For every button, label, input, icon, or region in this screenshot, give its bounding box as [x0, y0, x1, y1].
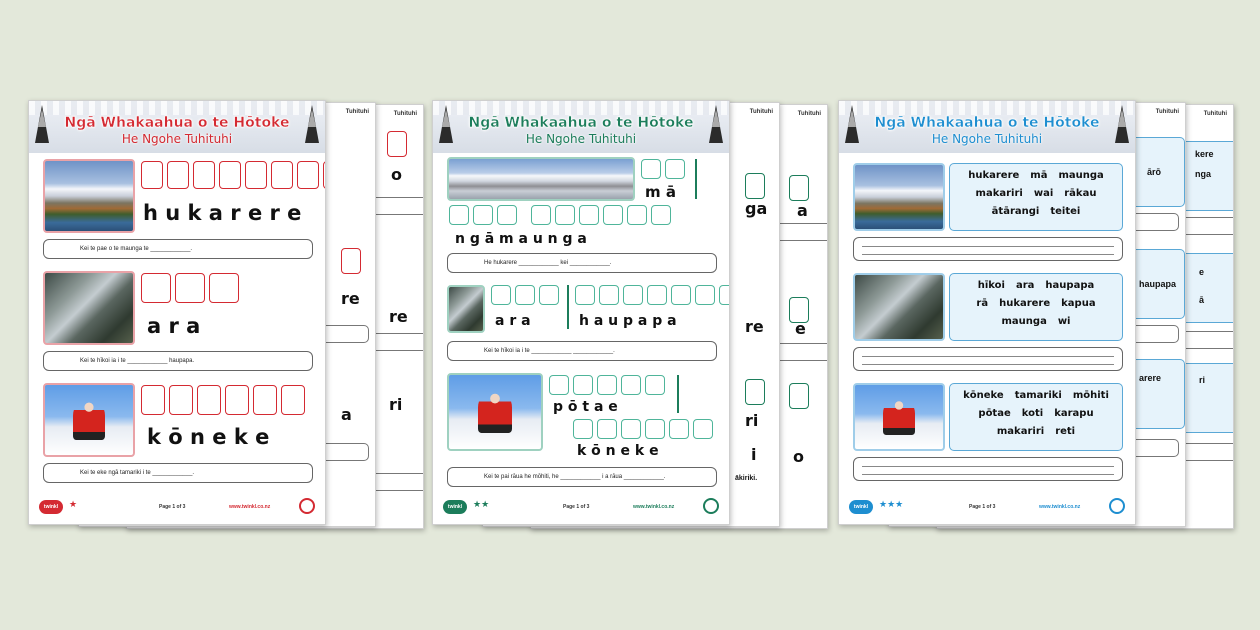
- header-banner: [433, 101, 729, 153]
- sheet-title: Ngā Whakaahua o te Hōtoke: [874, 115, 1100, 131]
- badge-icon: [299, 498, 315, 514]
- bank-word: rā: [976, 298, 989, 309]
- letter-boxes: [549, 375, 665, 395]
- word-fragment: a: [341, 405, 352, 424]
- word-fragment: re: [389, 307, 408, 326]
- word-potae: p ō t a e: [553, 399, 618, 415]
- mountain-photo: [853, 163, 945, 231]
- bank-word: ara: [1015, 280, 1035, 291]
- bank-word: pōtae: [978, 408, 1011, 419]
- sentence-3: Kei te eke ngā tamariki i te ____________.: [43, 463, 313, 483]
- bank-word: rākau: [1064, 188, 1097, 199]
- word-koneke: k ō n e k e: [577, 443, 659, 459]
- site-url: www.twinkl.co.nz: [633, 504, 675, 510]
- mountain-range-photo: [447, 157, 635, 201]
- letter-box: [387, 131, 407, 157]
- difficulty-stars: ★★★: [879, 499, 904, 509]
- bank-word: wi: [1057, 316, 1071, 327]
- bank-word: haupapa: [1045, 280, 1095, 291]
- bank-word: hukarere: [968, 170, 1020, 181]
- twinkl-logo: twinkl: [39, 500, 63, 514]
- sentence-2: Kei te hīkoi ia i te ____________ ____________.: [447, 341, 717, 361]
- sheet-title: Ngā Whakaahua o te Hōtoke: [64, 115, 290, 131]
- page-footer: [39, 498, 315, 516]
- word-fragment: i: [751, 445, 757, 464]
- writing-lines-2: [853, 347, 1123, 371]
- twinkl-logo: twinkl: [443, 500, 467, 514]
- divider-bar: [677, 375, 679, 413]
- letter-boxes: [531, 205, 671, 225]
- bank-word: kapua: [1061, 298, 1096, 309]
- twinkl-logo: twinkl: [849, 500, 873, 514]
- sentence-2: Kei te hīkoi ia i te ____________ haupapa.: [43, 351, 313, 371]
- word-koneke: k ō n e k e: [147, 425, 270, 449]
- header-banner: [839, 101, 1135, 153]
- letter-boxes: [141, 161, 326, 189]
- bank-word: kōneke: [963, 390, 1004, 401]
- sheet-subtitle: He Ngohe Tuhituhi: [931, 132, 1043, 146]
- letter-boxes: [641, 159, 685, 179]
- word-fragment: ri: [389, 395, 403, 414]
- bank-word: reti: [1055, 426, 1076, 437]
- bank-word: karapu: [1054, 408, 1094, 419]
- bank-word: ātārangi: [991, 206, 1040, 217]
- sentence-3: Kei te pai rāua he mōhiti, he ____________ i a rāua ____________.: [447, 467, 717, 487]
- bank-word: mōhiti: [1072, 390, 1109, 401]
- difficulty-stars: ★: [69, 499, 78, 509]
- sledding-photo: [447, 373, 543, 451]
- worksheet-set-green: [432, 100, 832, 530]
- word-fragment: e: [1199, 267, 1205, 277]
- word-fragment: ākiriki.: [735, 475, 758, 482]
- letter-boxes: [141, 385, 305, 415]
- word-bank-1: [949, 163, 1123, 231]
- word-bank-2: [949, 273, 1123, 341]
- sentence-1: Kei te pae o te maunga te ____________.: [43, 239, 313, 259]
- site-url: www.twinkl.co.nz: [229, 504, 271, 510]
- word-fragment: nga: [1195, 169, 1212, 179]
- bank-word: koti: [1021, 408, 1044, 419]
- difficulty-stars: ★★: [473, 499, 490, 509]
- word-fragment: a: [797, 201, 808, 220]
- word-nga-maunga: n g ā m a u n g a: [455, 231, 587, 247]
- bank-word: wai: [1033, 188, 1054, 199]
- badge-icon: [703, 498, 719, 514]
- sheet-subtitle: He Ngohe Tuhituhi: [525, 132, 637, 146]
- word-fragment: ri: [1199, 375, 1206, 385]
- letter-boxes: [573, 419, 713, 439]
- divider-bar: [567, 285, 569, 329]
- worksheet-page-1-blue: [838, 100, 1136, 525]
- word-fragment: o: [391, 165, 402, 184]
- page-footer: [849, 498, 1125, 516]
- letter-boxes: [491, 285, 559, 305]
- path-photo: [43, 271, 135, 345]
- divider-bar: [695, 159, 697, 199]
- snow-decoration: [29, 101, 325, 115]
- letter-box: [789, 383, 809, 409]
- word-ma: m ā: [645, 183, 676, 201]
- word-fragment: arere: [1139, 373, 1162, 383]
- writing-lines-1: [853, 237, 1123, 261]
- bank-word: hukarere: [999, 298, 1051, 309]
- worksheet-page-1-red: [28, 100, 326, 525]
- page-number: Page 1 of 3: [563, 504, 590, 510]
- word-fragment: re: [745, 317, 764, 336]
- word-ara: a r a: [147, 314, 201, 338]
- letter-box: [789, 175, 809, 201]
- path-photo: [447, 285, 485, 333]
- sentence-1: He hukarere ____________ kei ____________.: [447, 253, 717, 273]
- bank-word: hīkoi: [977, 280, 1005, 291]
- bank-word: makariri: [975, 188, 1023, 199]
- letter-box: [745, 173, 765, 199]
- badge-icon: [1109, 498, 1125, 514]
- worksheet-set-red: [28, 100, 428, 530]
- site-url: www.twinkl.co.nz: [1039, 504, 1081, 510]
- back-title: Tuhituhi: [749, 109, 773, 115]
- word-hukarere: h u k a r e r e: [143, 201, 302, 225]
- mountain-photo: [43, 159, 135, 233]
- back-title: Tuhituhi: [345, 109, 369, 115]
- back-title: Tuhituhi: [797, 111, 821, 117]
- page-number: Page 1 of 3: [159, 504, 186, 510]
- word-fragment: e: [795, 319, 806, 338]
- word-fragment: ārō: [1147, 167, 1162, 177]
- sheet-title: Ngā Whakaahua o te Hōtoke: [468, 115, 694, 131]
- bank-word: makariri: [996, 426, 1045, 437]
- letter-boxes: [449, 205, 517, 225]
- letter-box: [341, 248, 361, 274]
- bank-word: mā: [1030, 170, 1048, 181]
- word-fragment: o: [793, 447, 804, 466]
- snow-decoration: [839, 101, 1135, 115]
- bank-word: maunga: [1001, 316, 1047, 327]
- word-fragment: ri: [745, 411, 759, 430]
- bank-word: tamariki: [1014, 390, 1062, 401]
- sledding-photo: [853, 383, 945, 451]
- back-title: Tuhituhi: [393, 111, 417, 117]
- worksheet-set-blue: [838, 100, 1238, 530]
- page-footer: [443, 498, 719, 516]
- back-title: Tuhituhi: [1155, 109, 1179, 115]
- letter-box: [745, 379, 765, 405]
- sheet-subtitle: He Ngohe Tuhituhi: [121, 132, 233, 146]
- header-banner: [29, 101, 325, 153]
- letter-boxes: [141, 273, 239, 303]
- page-number: Page 1 of 3: [969, 504, 996, 510]
- snow-decoration: [433, 101, 729, 115]
- word-fragment: re: [341, 289, 360, 308]
- word-fragment: ā: [1199, 295, 1205, 305]
- letter-boxes: [575, 285, 730, 305]
- word-bank-3: [949, 383, 1123, 451]
- word-fragment: ga: [745, 199, 768, 218]
- back-title: Tuhituhi: [1203, 111, 1227, 117]
- word-fragment: kere: [1195, 149, 1214, 159]
- word-haupapa: h a u p a p a: [579, 313, 677, 329]
- writing-lines-3: [853, 457, 1123, 481]
- word-ara: a r a: [495, 313, 531, 329]
- bank-word: teitei: [1050, 206, 1081, 217]
- bank-word: maunga: [1058, 170, 1104, 181]
- sledding-photo: [43, 383, 135, 457]
- path-photo: [853, 273, 945, 341]
- worksheet-page-1-green: [432, 100, 730, 525]
- word-fragment: haupapa: [1139, 279, 1177, 289]
